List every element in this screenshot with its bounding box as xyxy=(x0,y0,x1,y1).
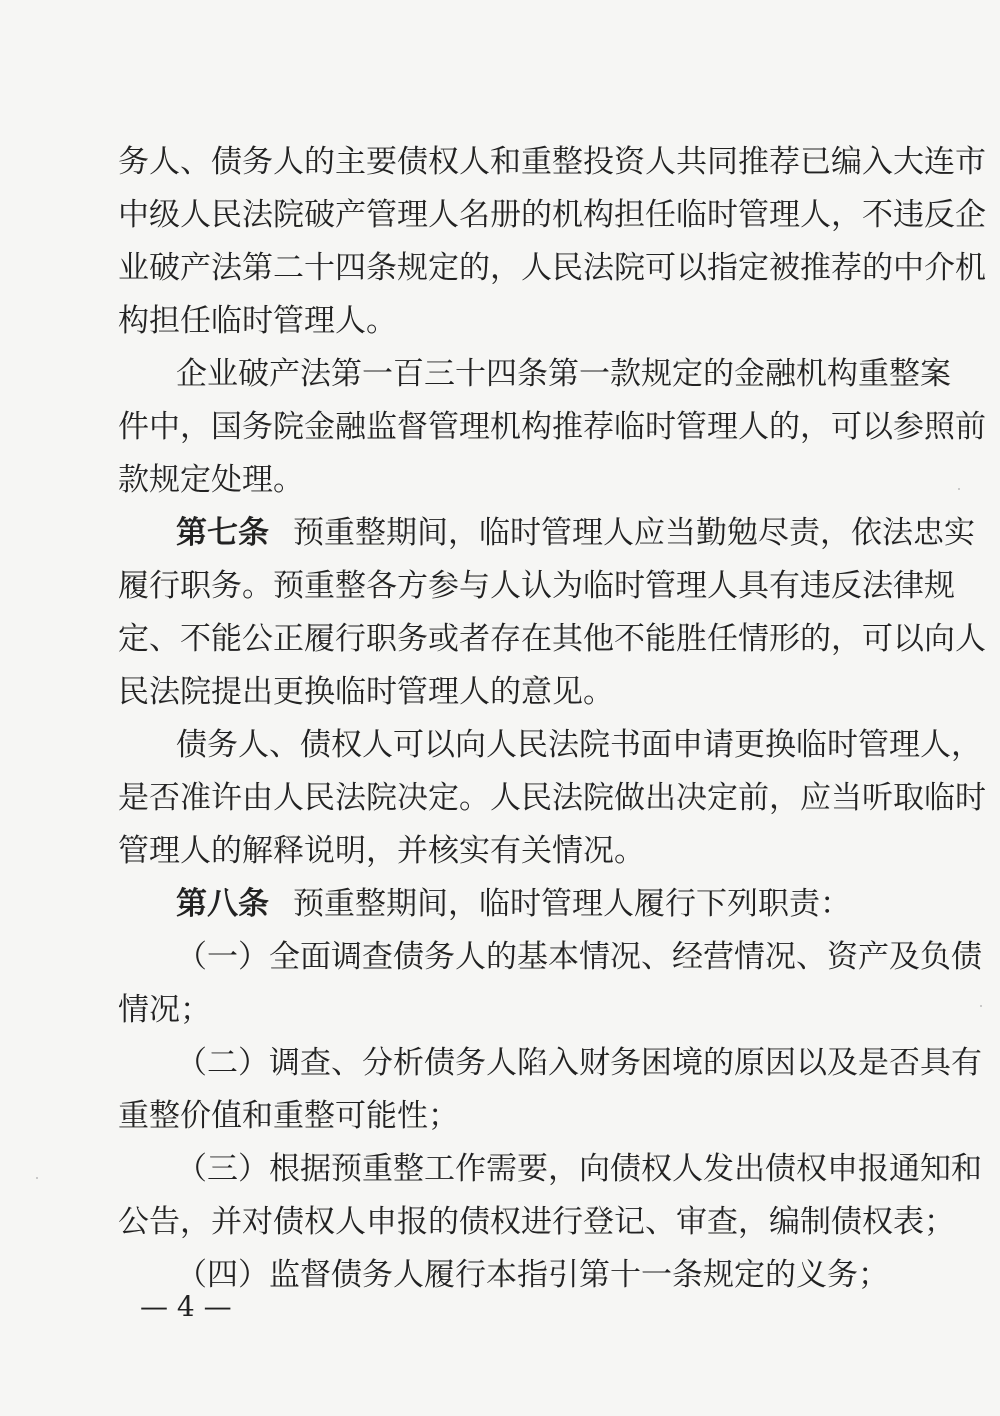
article-heading: 第七条 xyxy=(176,515,269,551)
text-line: （二）调查、分析债务人陷入财务困境的原因以及是否具有 xyxy=(176,1045,982,1081)
article-text: 预重整期间，临时管理人应当勤勉尽责，依法忠实 xyxy=(293,515,975,551)
text-line: 业破产法第二十四条规定的，人民法院可以指定被推荐的中介机 xyxy=(118,250,986,286)
scan-speck xyxy=(980,1005,982,1007)
scan-speck xyxy=(958,488,960,490)
text-line: 中级人民法院破产管理人名册的机构担任临时管理人，不违反企 xyxy=(118,197,986,233)
text-line: 件中，国务院金融监督管理机构推荐临时管理人的，可以参照前 xyxy=(118,409,986,445)
text-line: （一）全面调查债务人的基本情况、经营情况、资产及负债 xyxy=(176,939,982,975)
text-line: 债务人、债权人可以向人民法院书面申请更换临时管理人， xyxy=(176,727,982,763)
text-line: 务人、债务人的主要债权人和重整投资人共同推荐已编入大连市 xyxy=(118,144,986,180)
text-line: （四）监督债务人履行本指引第十一条规定的义务； xyxy=(176,1257,889,1293)
text-line: 构担任临时管理人。 xyxy=(118,303,397,339)
article-line xyxy=(176,513,975,553)
article-line xyxy=(176,884,882,924)
article-heading: 第八条 xyxy=(176,886,269,922)
text-line: 重整价值和重整可能性； xyxy=(118,1098,459,1134)
text-line: 管理人的解释说明，并核实有关情况。 xyxy=(118,833,645,869)
text-line: 履行职务。预重整各方参与人认为临时管理人具有违反法律规 xyxy=(118,568,955,604)
text-line: 民法院提出更换临时管理人的意见。 xyxy=(118,674,614,710)
scan-speck xyxy=(36,1177,38,1179)
text-line: 情况； xyxy=(118,992,211,1028)
text-line: 是否准许由人民法院决定。人民法院做出决定前，应当听取临时 xyxy=(118,780,986,816)
page-number: — 4 — xyxy=(140,1290,232,1323)
text-line: 定、不能公正履行职务或者存在其他不能胜任情形的，可以向人 xyxy=(118,621,986,657)
text-line: （三）根据预重整工作需要，向债权人发出债权申报通知和 xyxy=(176,1151,982,1187)
text-line: 企业破产法第一百三十四条第一款规定的金融机构重整案 xyxy=(176,356,951,392)
text-line: 款规定处理。 xyxy=(118,462,304,498)
article-text: 预重整期间，临时管理人履行下列职责： xyxy=(293,886,851,922)
text-line: 公告，并对债权人申报的债权进行登记、审查，编制债权表； xyxy=(118,1204,955,1240)
